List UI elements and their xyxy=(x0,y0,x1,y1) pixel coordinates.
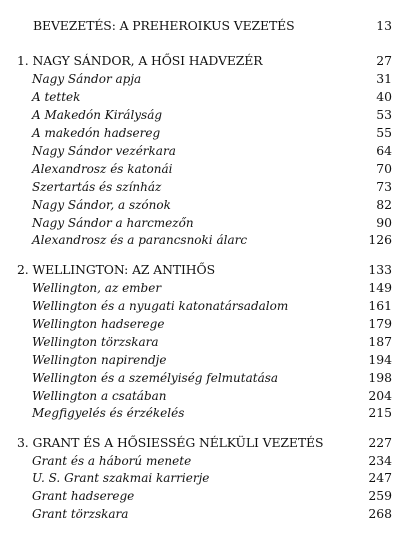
toc-entry xyxy=(0,70,416,88)
toc-entry-title: Megfigyelés és érzékelés xyxy=(32,406,185,420)
toc-entry xyxy=(0,231,416,249)
toc-entry-title: Wellington, az ember xyxy=(32,281,162,295)
toc-entry-title: Wellington és a nyugati katonatársadalom xyxy=(32,299,289,313)
toc-entry xyxy=(0,196,416,214)
toc-entry-page: 82 xyxy=(376,197,392,212)
toc-entry xyxy=(0,279,416,297)
toc-entry-title: Wellington hadserege xyxy=(32,317,165,331)
toc-entry-page: 53 xyxy=(376,107,392,122)
toc-entry xyxy=(0,452,416,470)
toc-entry-page: 73 xyxy=(376,179,392,194)
toc-entry-page: 247 xyxy=(368,470,392,485)
toc-entry-page: 204 xyxy=(368,388,392,403)
toc-entry-page: 198 xyxy=(368,370,392,385)
toc-chapter-page: 227 xyxy=(368,435,392,450)
toc-entry-page: 259 xyxy=(368,488,392,503)
toc-entry xyxy=(0,297,416,315)
toc-entry-page: 234 xyxy=(368,453,392,468)
toc-entry-page: 187 xyxy=(368,334,392,349)
toc-entry-page: 215 xyxy=(368,405,392,420)
toc-entry-title: Wellington napirendje xyxy=(32,353,167,367)
toc-entry-page: 194 xyxy=(368,352,392,367)
toc-entry-title: Nagy Sándor vezérkara xyxy=(32,144,176,158)
toc-entry-page: 13 xyxy=(376,18,392,33)
toc-chapter-title: 3. GRANT ÉS A HŐSIESSÉG NÉLKÜLI VEZETÉS xyxy=(17,435,324,450)
toc-entry-title: Grant hadserege xyxy=(32,489,135,503)
toc-entry xyxy=(0,315,416,333)
toc-chapter-page: 27 xyxy=(376,53,392,68)
toc-entry xyxy=(0,387,416,405)
toc-entry-page: 31 xyxy=(376,71,392,86)
toc-chapter-page: 133 xyxy=(368,262,392,277)
toc-entry-title: Wellington és a személyiség felmutatása xyxy=(32,371,279,385)
toc-chapter-title: 1. NAGY SÁNDOR, A HŐSI HADVEZÉR xyxy=(17,53,263,68)
toc-entry xyxy=(0,505,416,523)
toc-entry-title: Grant és a háború menete xyxy=(32,454,192,468)
toc-entry-page: 126 xyxy=(368,232,392,247)
toc-entry-page: 40 xyxy=(376,89,392,104)
toc-entry-page: 55 xyxy=(376,125,392,140)
toc-entry-title: A tettek xyxy=(32,90,81,104)
toc-entry-page: 149 xyxy=(368,280,392,295)
toc-entry xyxy=(0,469,416,487)
toc-entry-page: 70 xyxy=(376,161,392,176)
toc-entry xyxy=(0,88,416,106)
toc-entry-title: Nagy Sándor, a szónok xyxy=(32,198,171,212)
toc-entry-page: 64 xyxy=(376,143,392,158)
toc-entry xyxy=(0,369,416,387)
toc-entry-page: 268 xyxy=(368,506,392,521)
toc-entry xyxy=(0,214,416,232)
toc-entry-page: 161 xyxy=(368,298,392,313)
toc-entry xyxy=(0,106,416,124)
toc-entry xyxy=(0,178,416,196)
toc-entry-title: Wellington törzskara xyxy=(32,335,159,349)
toc-chapter-3 xyxy=(0,434,416,452)
toc-entry xyxy=(0,404,416,422)
toc-entry-title: Nagy Sándor a harcmezőn xyxy=(32,216,194,230)
toc-entry-title: U. S. Grant szakmai karrierje xyxy=(32,471,210,485)
toc-entry-title: Szertartás és színház xyxy=(32,180,162,194)
toc-entry-title: Alexandrosz és katonái xyxy=(32,162,173,176)
toc-entry-title: Grant törzskara xyxy=(32,507,129,521)
toc-entry-title: Alexandrosz és a parancsnoki álarc xyxy=(32,233,248,247)
toc-entry xyxy=(0,487,416,505)
toc-entry-title: A Makedón Királyság xyxy=(32,108,163,122)
toc-entry-page: 90 xyxy=(376,215,392,230)
toc-entry-title: A makedón hadsereg xyxy=(32,126,161,140)
toc-chapter-2 xyxy=(0,261,416,279)
toc-entry xyxy=(0,124,416,142)
toc-entry-title: BEVEZETÉS: A PREHEROIKUS VEZETÉS xyxy=(33,18,295,33)
toc-chapter-1 xyxy=(0,52,416,70)
toc-chapter-title: 2. WELLINGTON: AZ ANTIHŐS xyxy=(17,262,215,277)
toc-entry-page: 179 xyxy=(368,316,392,331)
toc-entry-title: Wellington a csatában xyxy=(32,389,167,403)
toc-entry xyxy=(0,351,416,369)
toc-entry xyxy=(0,333,416,351)
toc-entry xyxy=(0,142,416,160)
toc-entry xyxy=(0,160,416,178)
toc-entry-title: Nagy Sándor apja xyxy=(32,72,142,86)
toc-entry-intro xyxy=(0,17,416,35)
